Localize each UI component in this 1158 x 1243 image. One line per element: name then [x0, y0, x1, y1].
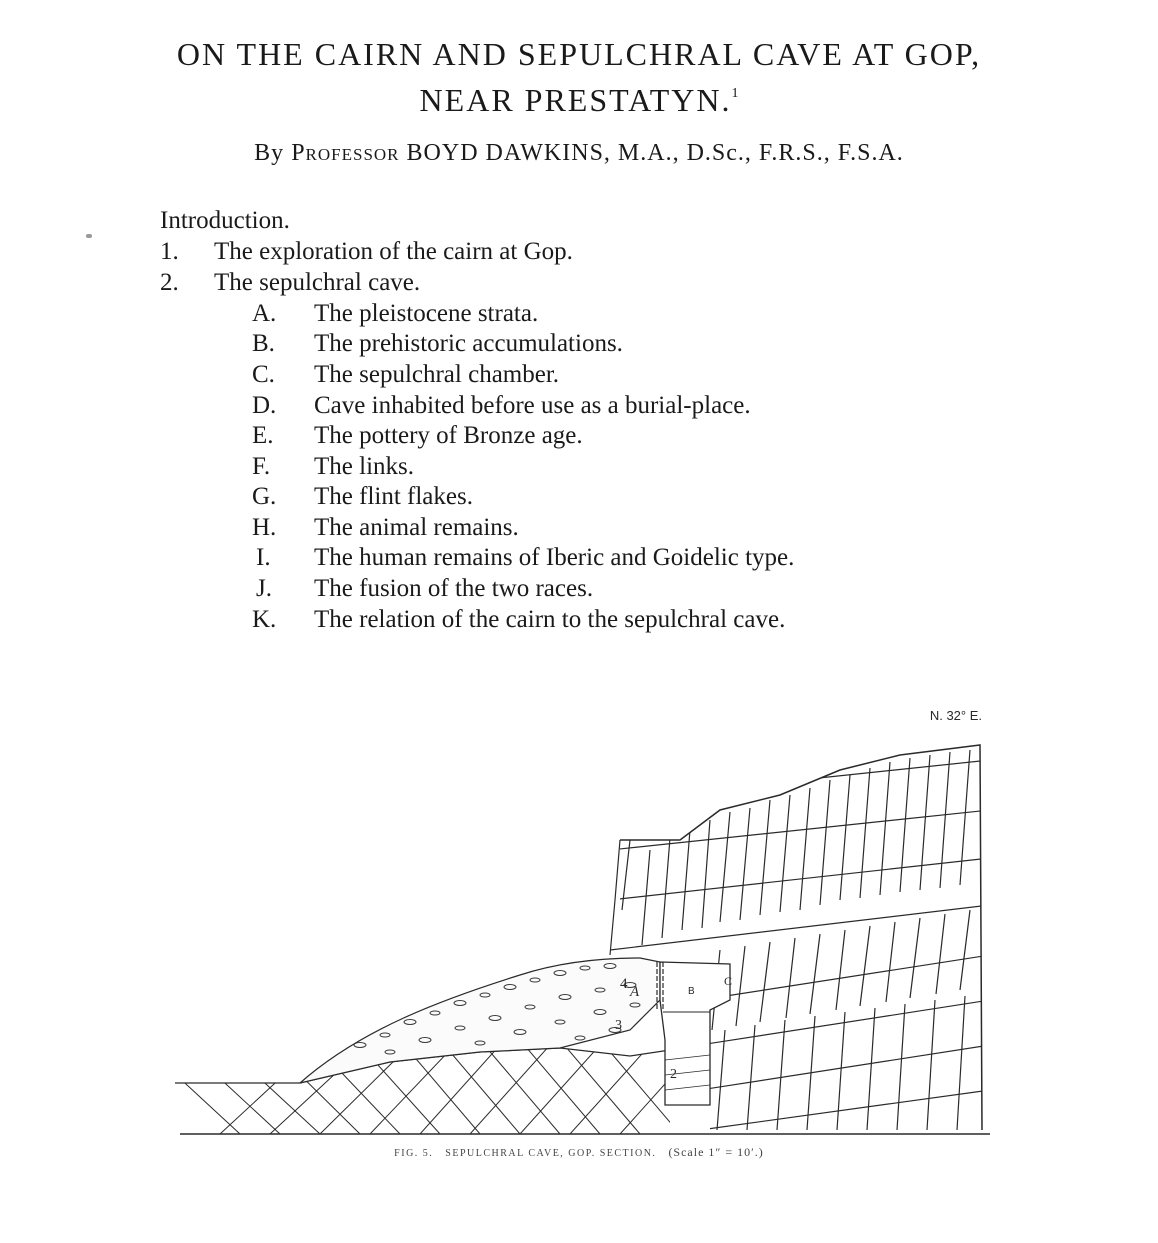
- contents-subitem-letter: C.: [252, 361, 275, 388]
- contents-item-number: 2.: [160, 269, 179, 296]
- contents-subitem-text: The relation of the cairn to the sepulchral cave.: [314, 606, 786, 633]
- layer-label-3: 3: [615, 1018, 622, 1033]
- footnote-mark: 1: [731, 86, 739, 101]
- contents-subitem-text: The flint flakes.: [314, 483, 473, 510]
- cairn-deposit: [300, 958, 660, 1083]
- contents-introduction: Introduction.: [160, 207, 290, 234]
- contents-subitem-letter: I.: [256, 544, 271, 571]
- byline-role: Professor: [291, 140, 400, 166]
- layer-label-a: A: [630, 984, 640, 1000]
- contents-subitem-letter: H.: [252, 514, 277, 541]
- contents-subitem-text: The animal remains.: [314, 514, 519, 541]
- article-title-line-2: [0, 74, 1158, 120]
- contents-subitem-letter: K.: [252, 606, 277, 633]
- contents-subitem-letter: B.: [252, 330, 275, 357]
- contents-subitem-text: The links.: [314, 453, 414, 480]
- contents-subitem-letter: F.: [252, 453, 271, 480]
- contents-item-number: 1.: [160, 238, 179, 265]
- cave-section-figure: [160, 700, 1000, 1170]
- layer-label-b: B: [688, 986, 695, 997]
- contents-subitem-letter: D.: [252, 392, 277, 419]
- contents-subitem-letter: J.: [256, 575, 272, 602]
- byline-name: BOYD DAWKINS, M.A., D.Sc., F.R.S., F.S.A.: [406, 140, 904, 166]
- contents-subitem-text: The human remains of Iberic and Goidelic type.: [314, 544, 795, 571]
- contents-item-text: The sepulchral cave.: [214, 269, 421, 296]
- byline-by: By: [254, 140, 285, 166]
- contents-subitem-letter: A.: [252, 300, 277, 327]
- contents-subitem-text: The pleistocene strata.: [314, 300, 539, 327]
- cave-chamber: [660, 962, 733, 1105]
- contents-subitem-text: The fusion of the two races.: [314, 575, 594, 602]
- contents-subitem-text: Cave inhabited before use as a burial-place.: [314, 392, 751, 419]
- figure-caption-number: FIG. 5.: [394, 1148, 434, 1159]
- layer-label-c: C: [724, 974, 733, 988]
- article-title-text: NEAR PRESTATYN.: [419, 82, 732, 118]
- contents-subitem-letter: E.: [252, 422, 274, 449]
- figure-caption-scale: (Scale 1″ = 10′.): [668, 1145, 764, 1159]
- contents-subitem-text: The sepulchral chamber.: [314, 361, 560, 388]
- contents-subitem-letter: G.: [252, 483, 277, 510]
- figure-caption: [0, 1145, 1158, 1160]
- contents-item-text: The exploration of the cairn at Gop.: [214, 238, 573, 265]
- paper-smudge: [86, 234, 92, 238]
- contents-subitem-text: The pottery of Bronze age.: [314, 422, 583, 449]
- orientation-label: N. 32° E.: [929, 708, 982, 723]
- layer-label-4: 4: [620, 976, 628, 992]
- byline: [0, 140, 1158, 167]
- figure-caption-title: SEPULCHRAL CAVE, GOP. SECTION.: [445, 1148, 657, 1159]
- article-title-line-1: ON THE CAIRN AND SEPULCHRAL CAVE AT GOP,: [176, 36, 982, 72]
- contents-subitem-text: The prehistoric accumulations.: [314, 330, 623, 357]
- layer-label-2: 2: [670, 1067, 677, 1082]
